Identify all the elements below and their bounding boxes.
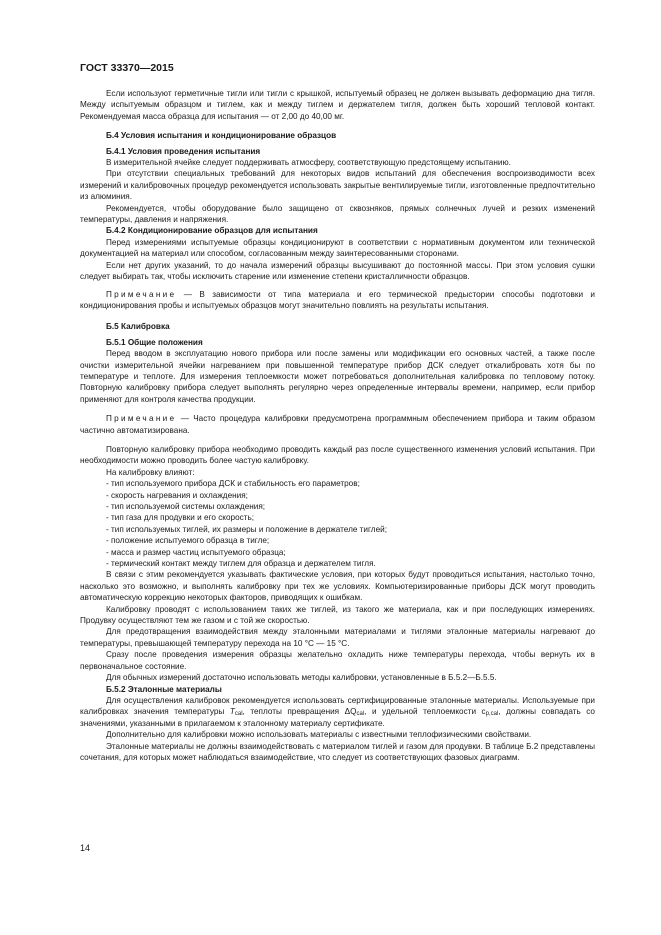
paragraph: В связи с этим рекомендуется указывать фактические условия, при которых будут проводиться испытания, настолько точно, насколько это возможно, и выполнять калибровку при тех же условиях. Компьютеризированные приборы ДСК могут проводить автоматическую коррекцию некоторых факторов, приводящих к ошибкам. bbox=[80, 570, 595, 603]
list-item: - положение испытуемого образца в тигле; bbox=[106, 536, 270, 546]
list-item: - тип используемых тиглей, их размеры и положение в держателе тиглей; bbox=[106, 524, 387, 534]
paragraph: Для предотвращения взаимодействия между эталонными материалами и тиглями эталонные материалы нагревают до температуры, превышающей температуру перехода на 10 °С — 15 °С. bbox=[80, 627, 595, 648]
paragraph: Калибровку проводят с использованием таких же тиглей, из такого же материала, как и при последующих измерениях. Продувку осуществляют тем же газом и с той же скоростью. bbox=[80, 604, 595, 626]
paragraph: Эталонные материалы не должны взаимодействовать с материалом тиглей и газом для продувки. В таблице Б.2 представлены сочетания, для которых может наблюдаться взаимодействие, что следует из соответствующих фазовых диаграмм. bbox=[80, 741, 595, 762]
section-heading-b4: Б.4 Условия испытания и кондиционирование образцов bbox=[106, 131, 337, 141]
text-run: , теплоты превращения ΔQ bbox=[242, 707, 357, 717]
text-run: , и удельной теплоемкости c bbox=[364, 707, 486, 717]
paragraph: Перед измерениями испытуемые образцы кондиционируют в соответствии с нормативным документом или технической документацией на материал или способом, согласованным между заинтересованными сторонами. bbox=[80, 237, 595, 259]
subscript: cal bbox=[356, 711, 365, 718]
paragraph: Дополнительно для калибровки можно использовать материалы с известными теплофизическими свойствами. bbox=[106, 730, 532, 740]
subsection-heading-b42: Б.4.2 Кондиционирование образцов для испытания bbox=[106, 226, 318, 236]
page-number: 14 bbox=[80, 843, 91, 853]
paragraph: В измерительной ячейке следует поддерживать атмосферу, соответствующую предстоящему испытанию. bbox=[106, 158, 511, 168]
subscript: cal bbox=[234, 711, 243, 718]
paragraph: Повторную калибровку прибора необходимо проводить каждый раз после существенного изменения условий испытания. При необходимости можно проводить более частую калибровку. bbox=[80, 444, 595, 466]
paragraph: Перед вводом в эксплуатацию нового прибора или после замены или модификации его основных частей, а также после очистки измерительной ячейки нагреванием при повышенной температуре прибор ДСК следует откалибровать хотя бы по температуре и теплоте. Для измерения теплоемкости может потребоваться дополнительная калибровка по тепловому потоку. Повторную калибровку прибора следует выполнять регулярно через определенные интервалы времени, например, если прибор применяют для контроля качества продукции. bbox=[80, 349, 595, 404]
note-text: — Часто процедура калибровки предусмотрена программным обеспечением прибора и таким образом частично автоматизирована. bbox=[80, 414, 595, 435]
paragraph: Если нет других указаний, то до начала измерений образцы высушивают до постоянной массы. При этом условия сушки следует выбирать так, чтобы исключить старение или изменение степени кристалличности образцов. bbox=[80, 260, 595, 282]
paragraph: На калибровку влияют: bbox=[106, 467, 195, 477]
subsection-heading-b41: Б.4.1 Условия проведения испытания bbox=[106, 146, 261, 156]
subscript: p,cal bbox=[485, 711, 499, 718]
paragraph-with-symbols bbox=[80, 695, 595, 729]
list-item: - тип используемого прибора ДСК и стабильность его параметров; bbox=[106, 479, 360, 489]
symbol-temperature: T bbox=[229, 707, 235, 717]
text-run: Для осуществления калибровок рекомендуется использовать сертифицированные эталонные материалы. Используемые при калибровках значения температуры bbox=[80, 695, 595, 717]
document-header: ГОСТ 33370—2015 bbox=[80, 62, 174, 74]
note bbox=[80, 289, 595, 312]
note-text: — В зависимости от типа материала и его термической предыстории способы подготовки и кондиционирования пробы и испытуемых образцов могут значительно повлиять на результаты испытания. bbox=[80, 289, 595, 310]
subsection-heading-b51: Б.5.1 Общие положения bbox=[106, 337, 203, 347]
subsection-heading-b52: Б.5.2 Эталонные материалы bbox=[106, 684, 222, 694]
list-item: - тип используемой системы охлаждения; bbox=[106, 502, 266, 511]
text-run: , должны совпадать со значениями, указанными в прилагаемом к эталонному материалу сертификате. bbox=[80, 707, 595, 728]
note-label: Примечание bbox=[106, 414, 177, 424]
paragraph: Сразу после проведения измерения образцы желательно охладить ниже температуры перехода, чтобы вернуть их в первоначальное состояние. bbox=[80, 650, 595, 671]
list-item: - термический контакт между тиглем для образца и держателем тигля. bbox=[106, 559, 376, 569]
list-item: - тип газа для продувки и его скорость; bbox=[106, 513, 255, 523]
note-label: Примечание bbox=[106, 289, 177, 299]
note bbox=[80, 413, 595, 436]
list-item: - скорость нагревания и охлаждения; bbox=[106, 490, 248, 500]
paragraph: Рекомендуется, чтобы оборудование было защищено от сквозняков, прямых солнечных лучей и резких изменений температуры, давления и напряжения. bbox=[80, 203, 595, 225]
paragraph: При отсутствии специальных требований для некоторых видов испытаний для обеспечения воспроизводимости всех измерений и калибровочных процедур рекомендуется использовать закрытые вентилируемые тигли, изготовленные предпочтительно из алюминия. bbox=[80, 169, 595, 202]
paragraph: Если используют герметичные тигли или тигли с крышкой, испытуемый образец не должен вызывать деформацию дна тигля. Между испытуемым образцом и тиглем, как и между тиглем и держателем тигля, должен быть хороший тепловой контакт. Рекомендуемая масса образца для испытания — от 2,00 до 40,00 мг. bbox=[80, 89, 595, 121]
document-body bbox=[80, 88, 595, 763]
paragraph: Для обычных измерений достаточно использовать методы калибровки, установленные в Б.5.2—Б.5.5. bbox=[106, 673, 497, 683]
list-item: - масса и размер частиц испытуемого образца; bbox=[106, 547, 286, 557]
section-heading-b5: Б.5 Калибровка bbox=[106, 322, 170, 332]
